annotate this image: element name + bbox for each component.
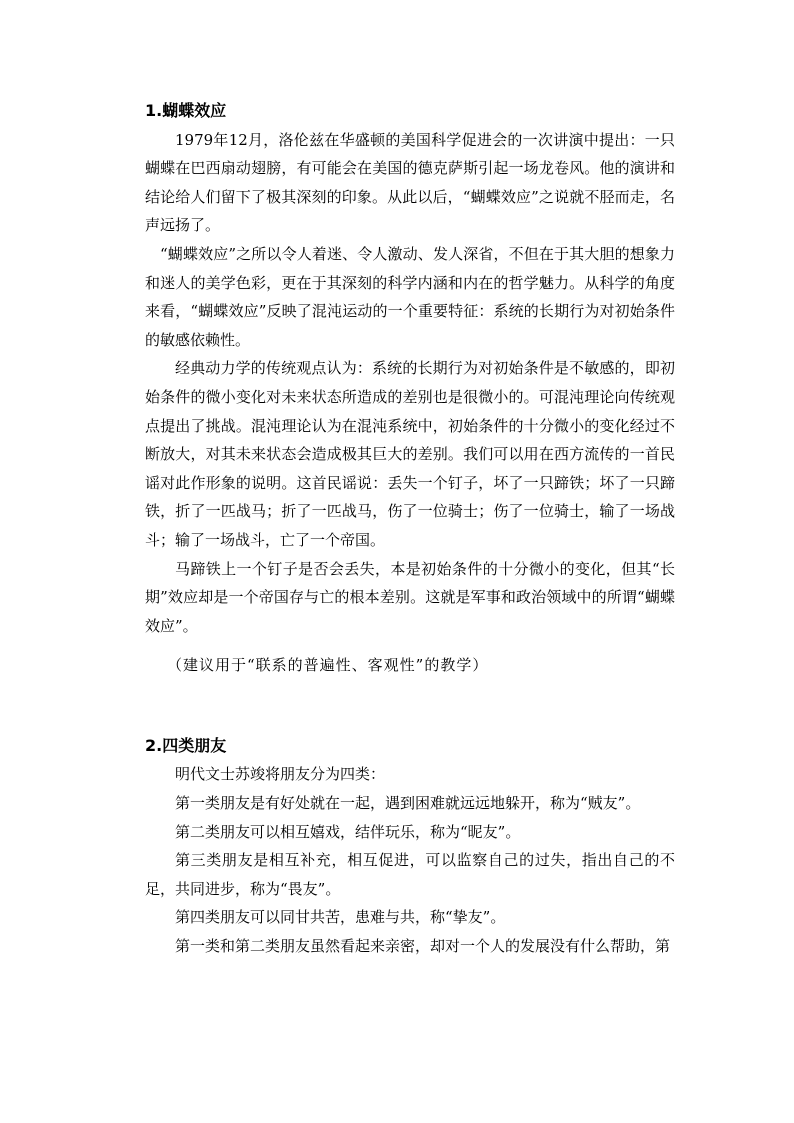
paragraph: 1979年12月，洛伦兹在华盛顿的美国科学促进会的一次讲演中提出：一只蝴蝶在巴西扇动翅膀，有可能会在美国的德克萨斯引起一场龙卷风。他的演讲和结论给人们留下了极其深刻的印象。从此以后，“蝴蝶效应”之说就不胫而走，名声远扬了。 [145, 130, 675, 235]
section-butterfly-effect [145, 97, 675, 680]
paragraph: “蝴蝶效应”之所以令人着迷、令人激动、发人深省，不但在于其大胆的想象力和迷人的美学色彩，更在于其深刻的科学内涵和内在的哲学魅力。从科学的角度来看，“蝴蝶效应”反映了混沌运动的一个重要特征：系统的长期行为对初始条件的敏感依赖性。 [145, 244, 675, 349]
paragraph: 第一类朋友是有好处就在一起，遇到困难就远远地躲开，称为“贼友”。 [175, 794, 641, 813]
paragraph: 第四类朋友可以同甘共苦，患难与共，称“挚友”。 [175, 908, 506, 927]
section-four-kinds-of-friends [145, 732, 675, 961]
paragraph: 第二类朋友可以相互嬉戏，结伴玩乐，称为“昵友”。 [175, 822, 521, 841]
section-title: 1.蝴蝶效应 [145, 101, 227, 120]
paragraph: 经典动力学的传统观点认为：系统的长期行为对初始条件是不敏感的，即初始条件的微小变化对未来状态所造成的差别也是很微小的。可混沌理论向传统观点提出了挑战。混沌理论认为在混沌系统中，初始条件的十分微小的变化经过不断放大，对其未来状态会造成极其巨大的差别。我们可以用在西方流传的一首民谣对此作形象的说明。这首民谣说：丢失一个钉子，坏了一只蹄铁；坏了一只蹄铁，折了一匹战马；折了一匹战马，伤了一位骑士；伤了一位骑士，输了一场战斗；输了一场战斗，亡了一个帝国。 [145, 359, 675, 549]
document-content [145, 97, 675, 961]
section-title: 2.四类朋友 [145, 735, 227, 755]
teaching-note: （建议用于“联系的普遍性、客观性”的教学） [167, 656, 489, 675]
paragraph: 第一类和第二类朋友虽然看起来亲密，却对一个人的发展没有什么帮助，第 [175, 937, 671, 956]
paragraph: 马蹄铁上一个钉子是否会丢失，本是初始条件的十分微小的变化，但其“长期”效应却是一个帝国存与亡的根本差别。这就是军事和政治领域中的所谓“蝴蝶效应”。 [145, 559, 675, 635]
paragraph: 第三类朋友是相互补充，相互促进，可以监察自己的过失，指出自己的不足，共同进步，称为“畏友”。 [145, 851, 675, 898]
paragraph: 明代文士苏竣将朋友分为四类： [175, 765, 386, 784]
